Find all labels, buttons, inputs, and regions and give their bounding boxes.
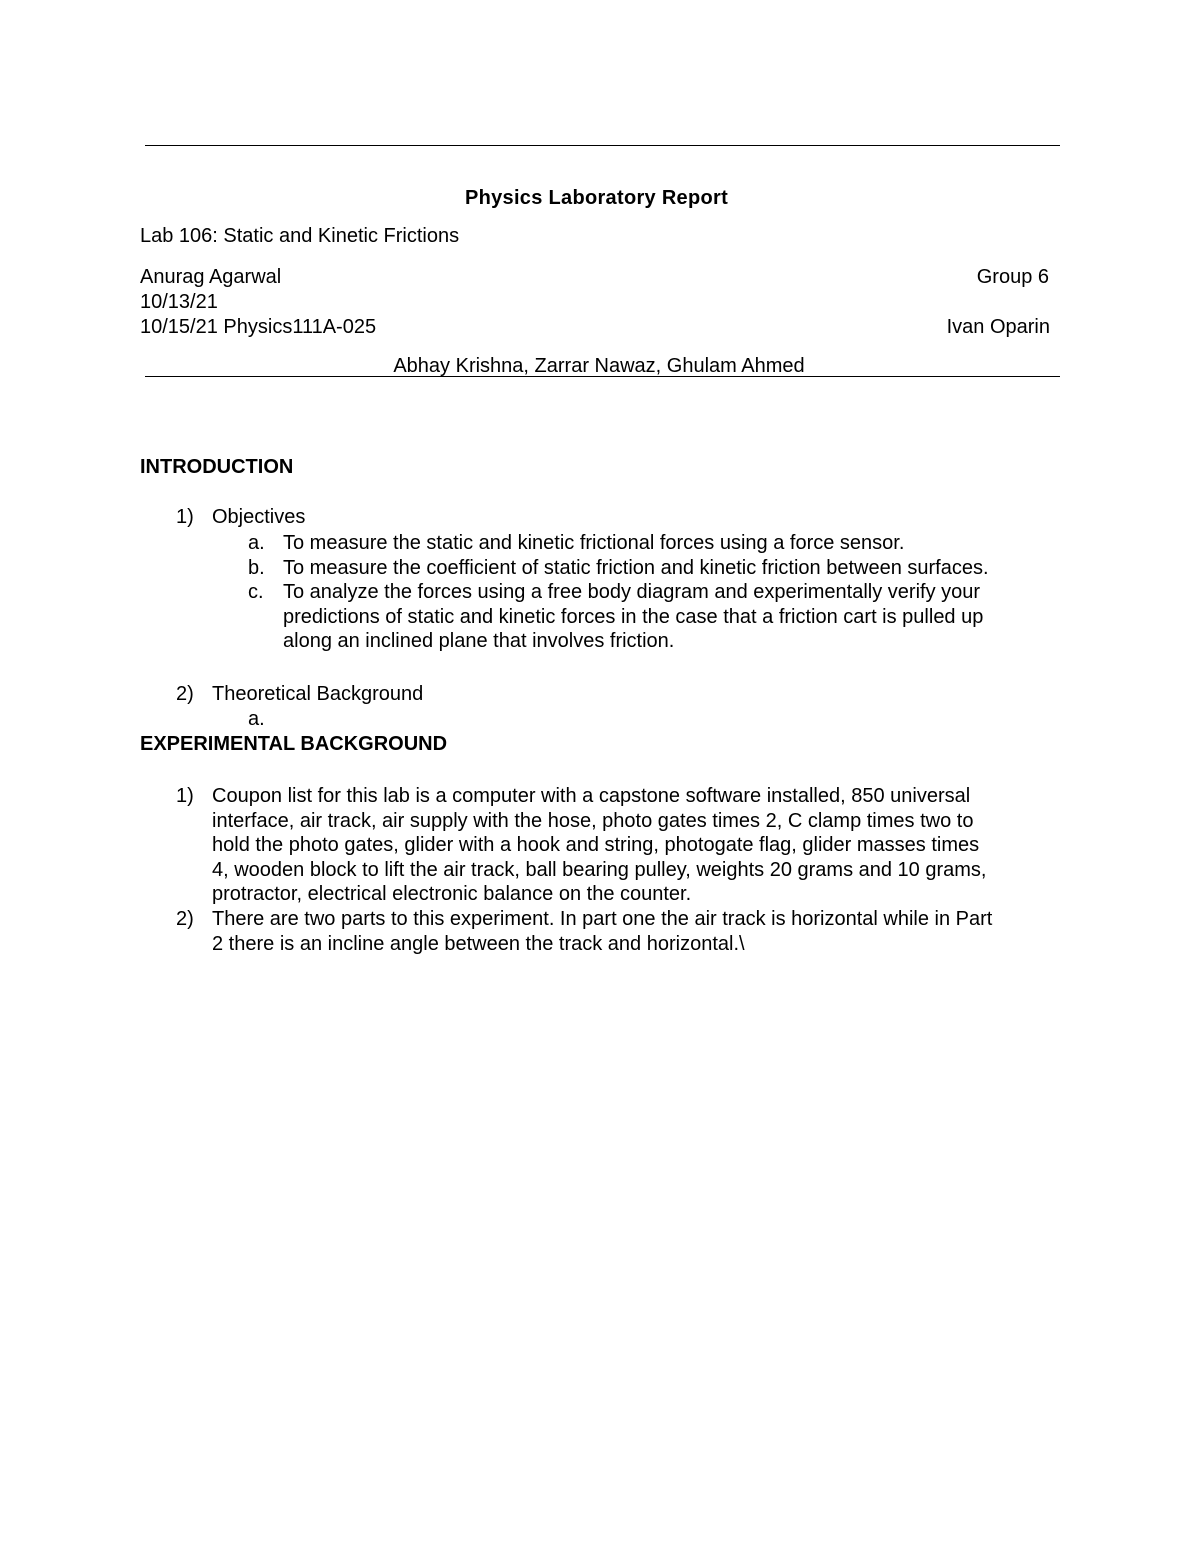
experimental-2-line-2: 2 there is an incline angle between the track and horizontal.\ (212, 933, 745, 955)
report-title: Physics Laboratory Report (464, 187, 729, 209)
experimental-1-number: 1) (176, 785, 194, 807)
objective-c-line-3: along an inclined plane that involves friction. (283, 630, 675, 652)
objectives-number: 1) (176, 506, 194, 528)
date-performed: 10/13/21 (140, 291, 218, 313)
objective-c-letter: c. (248, 581, 264, 603)
objective-c-line-1: To analyze the forces using a free body diagram and experimentally verify your (283, 581, 981, 603)
experimental-1-line-4: 4, wooden block to lift the air track, ball bearing pulley, weights 20 grams and 10 grams, (212, 859, 987, 881)
experimental-1-line-5: protractor, electrical electronic balance on the counter. (212, 883, 692, 905)
author-name: Anurag Agarwal (140, 266, 282, 288)
background-label: Theoretical Background (212, 683, 424, 705)
instructor-name: Ivan Oparin (946, 316, 1050, 338)
objective-b-line-1: To measure the coefficient of static friction and kinetic friction between surfaces. (283, 557, 989, 579)
experimental-1-line-2: interface, air track, air supply with the hose, photo gates times 2, C clamp times two to (212, 810, 974, 832)
experimental-heading: EXPERIMENTAL BACKGROUND (140, 733, 448, 755)
objective-a-letter: a. (248, 532, 265, 554)
objective-b-letter: b. (248, 557, 265, 579)
header-bottom-rule (145, 376, 1060, 377)
background-a-letter: a. (248, 708, 265, 730)
background-number: 2) (176, 683, 194, 705)
objective-a-line-1: To measure the static and kinetic frictional forces using a force sensor. (283, 532, 905, 554)
experimental-2-line-1: There are two parts to this experiment. In part one the air track is horizontal while in Part (212, 908, 993, 930)
top-rule (145, 145, 1060, 146)
date-course: 10/15/21 Physics111A-025 (140, 316, 377, 338)
experimental-1-line-3: hold the photo gates, glider with a hook and string, photogate flag, glider masses times (212, 834, 980, 856)
group-label: Group 6 (976, 266, 1049, 288)
experimental-2-number: 2) (176, 908, 194, 930)
objectives-label: Objectives (212, 506, 306, 528)
experimental-1-line-1: Coupon list for this lab is a computer with a capstone software installed, 850 universal (212, 785, 971, 807)
introduction-heading: INTRODUCTION (140, 456, 294, 478)
objective-c-line-2: predictions of static and kinetic forces in the case that a friction cart is pulled up (283, 606, 984, 628)
lab-partners: Abhay Krishna, Zarrar Nawaz, Ghulam Ahmed (393, 355, 805, 377)
lab-title: Lab 106: Static and Kinetic Frictions (140, 225, 460, 247)
